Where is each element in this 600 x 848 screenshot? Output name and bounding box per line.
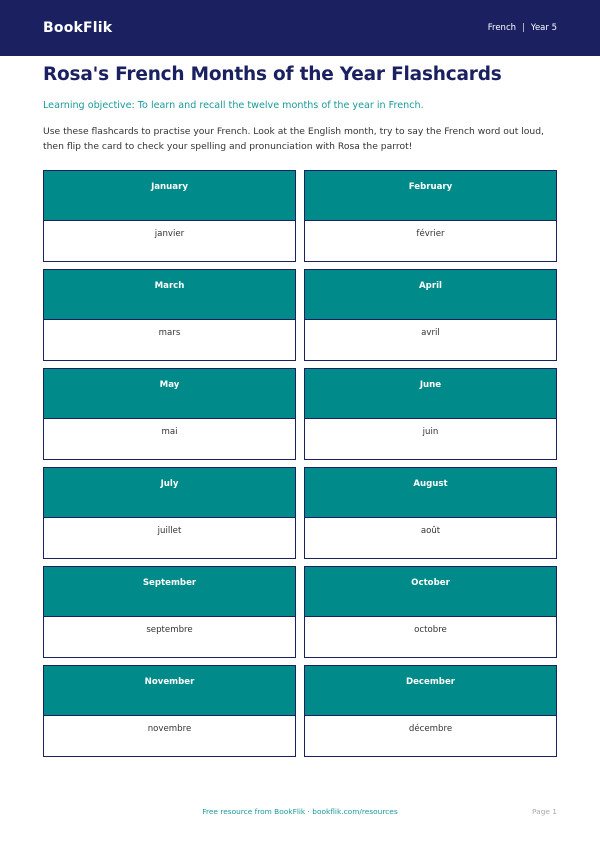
intro-paragraph: Use these flashcards to practise your French. Look at the English month, try to say the French word out loud, then flip the card to check your spelling and pronunciation with Rosa the parrot! xyxy=(43,126,544,152)
flashcard-french: avril xyxy=(305,319,556,360)
flashcard-english: November xyxy=(44,666,295,715)
flashcard-english: September xyxy=(44,567,295,616)
flashcard-grid xyxy=(43,170,557,757)
flashcard-may[interactable] xyxy=(43,368,296,460)
breadcrumb-separator: | xyxy=(522,23,525,33)
flashcard-english: June xyxy=(305,369,556,418)
flashcard-french: janvier xyxy=(44,220,295,261)
flashcard-november[interactable] xyxy=(43,665,296,757)
flashcard-french: juin xyxy=(305,418,556,459)
flashcard-march[interactable] xyxy=(43,269,296,361)
flashcard-english: October xyxy=(305,567,556,616)
learning-objective: Learning objective: To learn and recall the twelve months of the year in French. xyxy=(43,100,424,111)
top-header-bar xyxy=(0,0,600,56)
flashcard-december[interactable] xyxy=(304,665,557,757)
footer-resource-link[interactable]: Free resource from BookFlik · bookflik.com/resources xyxy=(202,807,398,816)
flashcard-october[interactable] xyxy=(304,566,557,658)
flashcard-french: novembre xyxy=(44,715,295,756)
flashcard-september[interactable] xyxy=(43,566,296,658)
breadcrumb-level[interactable]: Year 5 xyxy=(530,23,557,33)
flashcard-january[interactable] xyxy=(43,170,296,262)
flashcard-english: August xyxy=(305,468,556,517)
flashcard-july[interactable] xyxy=(43,467,296,559)
flashcard-english: May xyxy=(44,369,295,418)
flashcard-french: mai xyxy=(44,418,295,459)
flashcard-french: mars xyxy=(44,319,295,360)
flashcard-april[interactable] xyxy=(304,269,557,361)
flashcard-august[interactable] xyxy=(304,467,557,559)
flashcard-french: décembre xyxy=(305,715,556,756)
page-title: Rosa's French Months of the Year Flashcards xyxy=(43,64,502,85)
brand-logo[interactable]: BookFlik xyxy=(43,20,113,36)
breadcrumb xyxy=(488,23,557,33)
flashcard-february[interactable] xyxy=(304,170,557,262)
flashcard-english: January xyxy=(44,171,295,220)
flashcard-french: juillet xyxy=(44,517,295,558)
page-number: Page 1 xyxy=(532,807,557,816)
breadcrumb-subject[interactable]: French xyxy=(487,23,517,33)
flashcard-french: février xyxy=(305,220,556,261)
flashcard-english: December xyxy=(305,666,556,715)
flashcard-french: septembre xyxy=(44,616,295,657)
flashcard-french: octobre xyxy=(305,616,556,657)
flashcard-french: août xyxy=(305,517,556,558)
page-footer xyxy=(0,807,600,819)
flashcard-june[interactable] xyxy=(304,368,557,460)
flashcard-english: April xyxy=(305,270,556,319)
flashcard-english: February xyxy=(305,171,556,220)
flashcard-english: July xyxy=(44,468,295,517)
flashcard-english: March xyxy=(44,270,295,319)
